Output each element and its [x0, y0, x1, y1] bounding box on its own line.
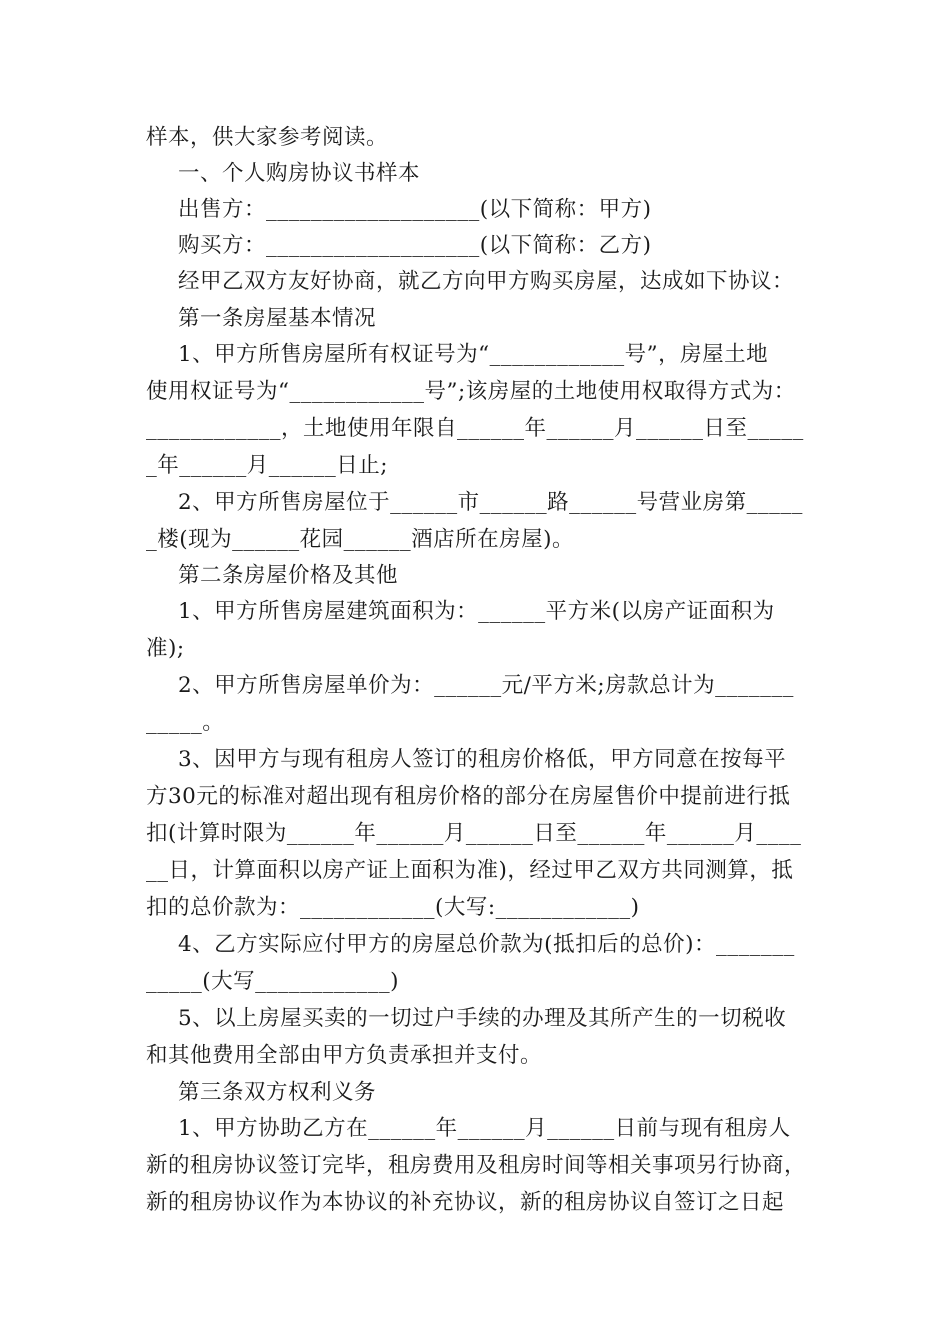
text-line: 方30元的标准对超出现有租房价格的部分在房屋售价中提前进行抵 [146, 784, 791, 809]
text-line: 4、乙方实际应付甲方的房屋总价款为(抵扣后的总价)：_______ [178, 932, 795, 957]
text-line: _____。 [146, 710, 225, 735]
text-line: 准); [146, 636, 185, 661]
text-line: 1、甲方协助乙方在______年______月______日前与现有租房人 [178, 1116, 791, 1141]
article-heading: 第三条双方权利义务 [178, 1080, 377, 1105]
text-line: _年______月______日止; [146, 453, 388, 478]
text-line: _____(大写____________) [146, 969, 400, 994]
text-line: _楼(现为______花园______酒店所在房屋)。 [146, 527, 575, 552]
text-line: 扣的总价款为：____________(大写:____________) [146, 895, 640, 920]
text-line: 新的租房协议签订完毕，租房费用及租房时间等相关事项另行协商， [146, 1153, 807, 1178]
section-heading: 一、个人购房协议书样本 [178, 161, 421, 186]
text-line: 扣(计算时限为______年______月______日至______年______月____ [146, 821, 802, 846]
text-line: 2、甲方所售房屋单价为：______元/平方米;房款总计为_______ [178, 673, 794, 698]
text-line: 2、甲方所售房屋位于______市______路______号营业房第_____ [178, 490, 803, 515]
text-line: ____________，土地使用年限自______年______月______日至_____ [146, 416, 804, 441]
text-line: 使用权证号为“____________号”;该房屋的土地使用权取得方式为： [146, 379, 796, 404]
text-line: 样本，供大家参考阅读。 [146, 125, 389, 150]
buyer-field: 购买方：___________________(以下简称：乙方) [178, 233, 652, 258]
text-line: 5、以上房屋买卖的一切过户手续的办理及其所产生的一切税收 [178, 1006, 787, 1031]
text-line: 1、甲方所售房屋建筑面积为：______平方米(以房产证面积为 [178, 599, 775, 624]
text-line: 1、甲方所售房屋所有权证号为“____________号”，房屋土地 [178, 342, 769, 367]
text-line: 3、因甲方与现有租房人签订的租房价格低，甲方同意在按每平 [178, 747, 787, 772]
article-heading: 第二条房屋价格及其他 [178, 563, 399, 588]
article-heading: 第一条房屋基本情况 [178, 306, 377, 331]
text-line: __日，计算面积以房产证上面积为准)，经过甲乙双方共同测算，抵 [146, 858, 794, 883]
text-line: 新的租房协议作为本协议的补充协议，新的租房协议自签订之日起 [146, 1190, 785, 1215]
text-line: 经甲乙双方友好协商，就乙方向甲方购买房屋，达成如下协议： [178, 269, 795, 294]
text-line: 和其他费用全部由甲方负责承担并支付。 [146, 1043, 543, 1068]
seller-field: 出售方：___________________(以下简称：甲方) [178, 197, 652, 222]
